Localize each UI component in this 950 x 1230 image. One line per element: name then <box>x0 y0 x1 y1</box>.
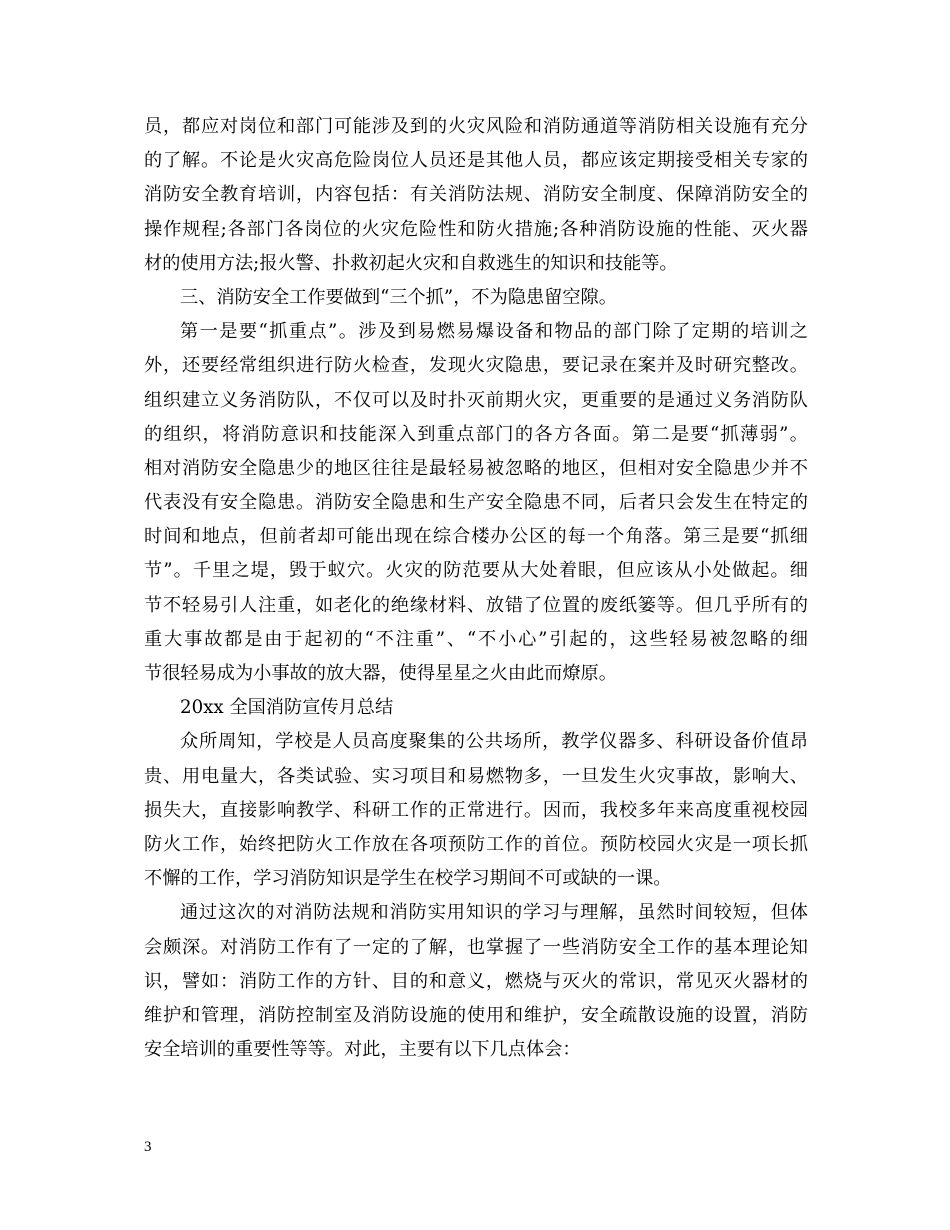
text-line: 20xx 全国消防宣传月总结 <box>180 697 394 719</box>
text-line: 贵、用电量大，各类试验、实习项目和易燃物多，一旦发生火灾事故，影响大、 <box>144 765 808 787</box>
text-line: 不懈的工作，学习消防知识是学生在校学习期间不可或缺的一课。 <box>144 868 672 890</box>
text-line: 节很轻易成为小事故的放大器，使得星星之火由此而燎原。 <box>144 663 617 684</box>
text-line: 众所周知，学校是人员高度聚集的公共场所，教学仪器多、科研设备价值昂 <box>180 731 808 753</box>
text-line: 重大事故都是由于起初的“不注重”、“不小心”引起的，这些轻易被忽略的细 <box>144 628 808 650</box>
text-line: 三、消防安全工作要做到“三个抓”，不为隐患留空隙。 <box>180 286 617 308</box>
text-line: 操作规程;各部门各岗位的火灾危险性和防火措施;各种消防设施的性能、灭火器 <box>144 218 808 240</box>
text-line: 损失大，直接影响教学、科研工作的正常进行。因而，我校多年来高度重视校园 <box>144 799 808 821</box>
paragraph <box>144 725 808 896</box>
document-body <box>144 110 808 1067</box>
paragraph <box>144 691 808 725</box>
paragraph <box>144 281 808 315</box>
text-line: 时间和地点，但前者却可能出现在综合楼办公区的每一个角落。第三是要“抓细 <box>144 526 808 548</box>
text-line: 的了解。不论是火灾高危险岗位人员还是其他人员，都应该定期接受相关专家的 <box>144 150 808 172</box>
text-line: 安全培训的重要性等等。对此，主要有以下几点体会： <box>144 1039 581 1061</box>
page-number: 3 <box>144 1139 152 1155</box>
text-line: 节不轻易引人注重，如老化的绝缘材料、放错了位置的废纸篓等。但几乎所有的 <box>144 594 808 616</box>
text-line: 消防安全教育培训，内容包括：有关消防法规、消防安全制度、保障消防安全的 <box>144 184 808 206</box>
text-line: 节”。千里之堤，毁于蚁穴。火灾的防范要从大处着眼，但应该从小处做起。细 <box>144 560 808 582</box>
paragraph <box>144 896 808 1067</box>
text-line: 会颇深。对消防工作有了一定的了解，也掌握了一些消防安全工作的基本理论知 <box>144 936 808 958</box>
paragraph <box>144 110 808 281</box>
paragraph <box>144 315 808 691</box>
text-line: 识，譬如：消防工作的方针、目的和意义，燃烧与灭火的常识，常见灭火器材的 <box>144 970 808 992</box>
text-line: 组织建立义务消防队，不仅可以及时扑灭前期火灾，更重要的是通过义务消防队 <box>144 389 808 411</box>
text-line: 的组织，将消防意识和技能深入到重点部门的各方各面。第二是要“抓薄弱”。 <box>144 423 808 445</box>
text-line: 维护和管理，消防控制室及消防设施的使用和维护，安全疏散设施的设置，消防 <box>144 1004 808 1026</box>
text-line: 防火工作，始终把防火工作放在各项预防工作的首位。预防校园火灾是一项长抓 <box>144 833 808 855</box>
text-line: 材的使用方法;报火警、扑救初起火灾和自救逃生的知识和技能等。 <box>144 252 678 274</box>
text-line: 代表没有安全隐患。消防安全隐患和生产安全隐患不同，后者只会发生在特定的 <box>144 492 808 514</box>
text-line: 外，还要经常组织进行防火检查，发现火灾隐患，要记录在案并及时研究整改。 <box>144 355 808 377</box>
text-line: 员，都应对岗位和部门可能涉及到的火灾风险和消防通道等消防相关设施有充分 <box>144 116 808 137</box>
text-line: 相对消防安全隐患少的地区往往是最轻易被忽略的地区，但相对安全隐患少并不 <box>144 457 808 479</box>
text-line: 第一是要“抓重点”。涉及到易燃易爆设备和物品的部门除了定期的培训之 <box>180 321 808 343</box>
text-line: 通过这次的对消防法规和消防实用知识的学习与理解，虽然时间较短，但体 <box>180 902 808 924</box>
